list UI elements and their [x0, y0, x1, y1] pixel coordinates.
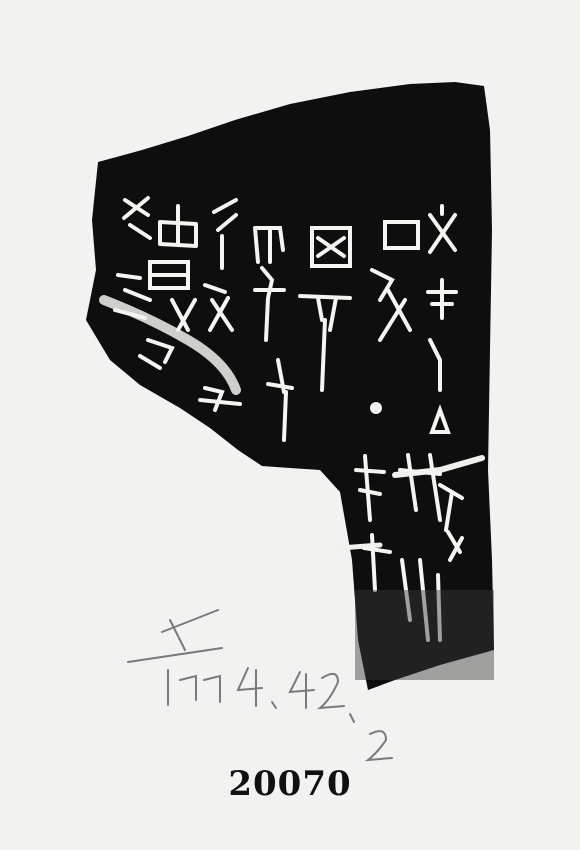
faded-region: [355, 590, 494, 680]
handwritten-annotation: [128, 610, 392, 760]
catalog-number: 20070: [228, 764, 352, 804]
